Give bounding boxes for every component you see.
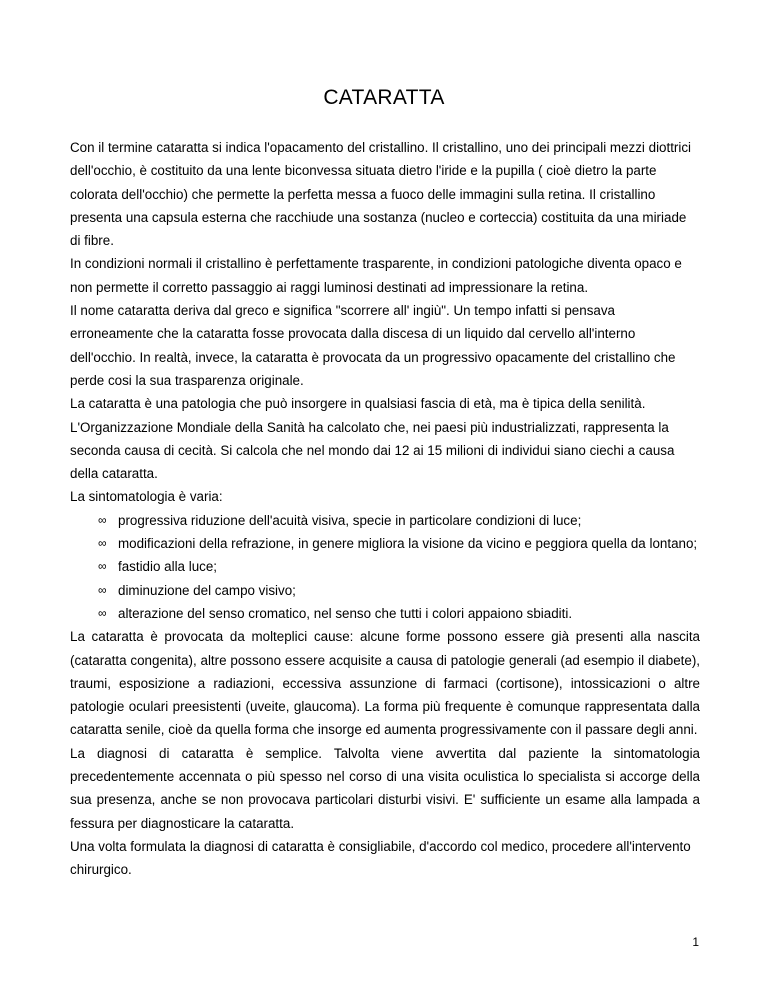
symptom-text: modificazioni della refrazione, in genere migliora la visione da vicino e peggiora quella da lontano; xyxy=(118,536,698,552)
list-item xyxy=(70,602,700,625)
symptom-text: diminuzione del campo visivo; xyxy=(118,582,296,598)
document-body xyxy=(70,136,700,882)
paragraph-normal-conditions: In condizioni normali il cristallino è perfettamente trasparente, in condizioni patologiche diventa opaco e non permette il corretto passaggio ai raggi luminosi destinati ad impressionare la retina. xyxy=(70,256,682,295)
infinity-bullet-icon: ∞ xyxy=(98,582,107,597)
paragraph-etymology: Il nome cataratta deriva dal greco e significa "scorrere all' ingiù". Un tempo infatti si pensava erroneamente che la cataratta fosse provocata dalla discesa di un liquido dal cervello all'interno dell'occhio. In realtà, invece, la cataratta è provocata da un progressivo opacamente del cristallino che perde cosi la sua trasparenza originale. xyxy=(70,303,676,388)
symptom-text: alterazione del senso cromatico, nel senso che tutti i colori appaiono sbiaditi. xyxy=(118,605,573,621)
list-item xyxy=(70,532,700,555)
page-number: 1 xyxy=(692,935,699,949)
infinity-bullet-icon: ∞ xyxy=(98,512,107,527)
list-item xyxy=(70,509,700,532)
infinity-bullet-icon: ∞ xyxy=(98,605,107,620)
paragraph-who-statistics: L'Organizzazione Mondiale della Sanità ha calcolato che, nei paesi più industrializzati, rappresenta la seconda causa di cecità. Si calcola che nel mondo dai 12 ai 15 milioni di individui siano ciechi a causa della cataratta. xyxy=(70,419,675,482)
paragraph-diagnosis: La diagnosi di cataratta è semplice. Talvolta viene avvertita dal paziente la sintomatologia precedentemente accennata o più spesso nel corso di una visita oculistica lo specialista si accorge della sua presenza, anche se non provocava particolari disturbi visivi. E' sufficiente un esame alla lampada a fessura per diagnosticare la cataratta. xyxy=(70,745,700,831)
infinity-bullet-icon: ∞ xyxy=(98,559,107,574)
paragraph-treatment: Una volta formulata la diagnosi di cataratta è consigliabile, d'accordo col medico, procedere all'intervento chirurgico. xyxy=(70,838,691,878)
symptom-text: progressiva riduzione dell'acuità visiva, specie in particolare condizioni di luce; xyxy=(118,512,582,528)
symptom-text: fastidio alla luce; xyxy=(118,559,217,575)
paragraph-causes: La cataratta è provocata da molteplici cause: alcune forme possono essere già presenti alla nascita (cataratta congenita), altre possono essere acquisite a causa di patologie generali (ad esempio il diabete), traumi, esposizione a radiazioni, eccessiva assunzione di farmaci (cortisone), intossicazioni o altre patologie oculari preesistenti (uveite, glaucoma). La forma più frequente è comunque rappresentata dalla cataratta senile, cioè da quella forma che insorge ed aumenta progressivamente con il passare degli anni. xyxy=(70,629,700,738)
paragraph-age: La cataratta è una patologia che può insorgere in qualsiasi fascia di età, ma è tipica della senilità. xyxy=(70,396,646,412)
infinity-bullet-icon: ∞ xyxy=(98,536,107,551)
paragraph-definition: Con il termine cataratta si indica l'opacamento del cristallino. Il cristallino, uno dei principali mezzi diottrici dell'occhio, è costituito da una lente biconvessa situata dietro l'iride e la pupilla ( cioè dietro la parte colorata dell'occhio) che permette la perfetta messa a fuoco delle immagini sulla retina. Il cristallino presenta una capsula esterna che racchiude una sostanza (nucleo e corteccia) costituita da una miriade di fibre. xyxy=(70,140,692,249)
list-item xyxy=(70,579,700,602)
paragraph-symptoms-intro: La sintomatologia è varia: xyxy=(70,489,223,505)
document-title: CATARATTA xyxy=(323,86,445,109)
list-item xyxy=(70,555,700,578)
symptoms-list xyxy=(70,509,700,625)
